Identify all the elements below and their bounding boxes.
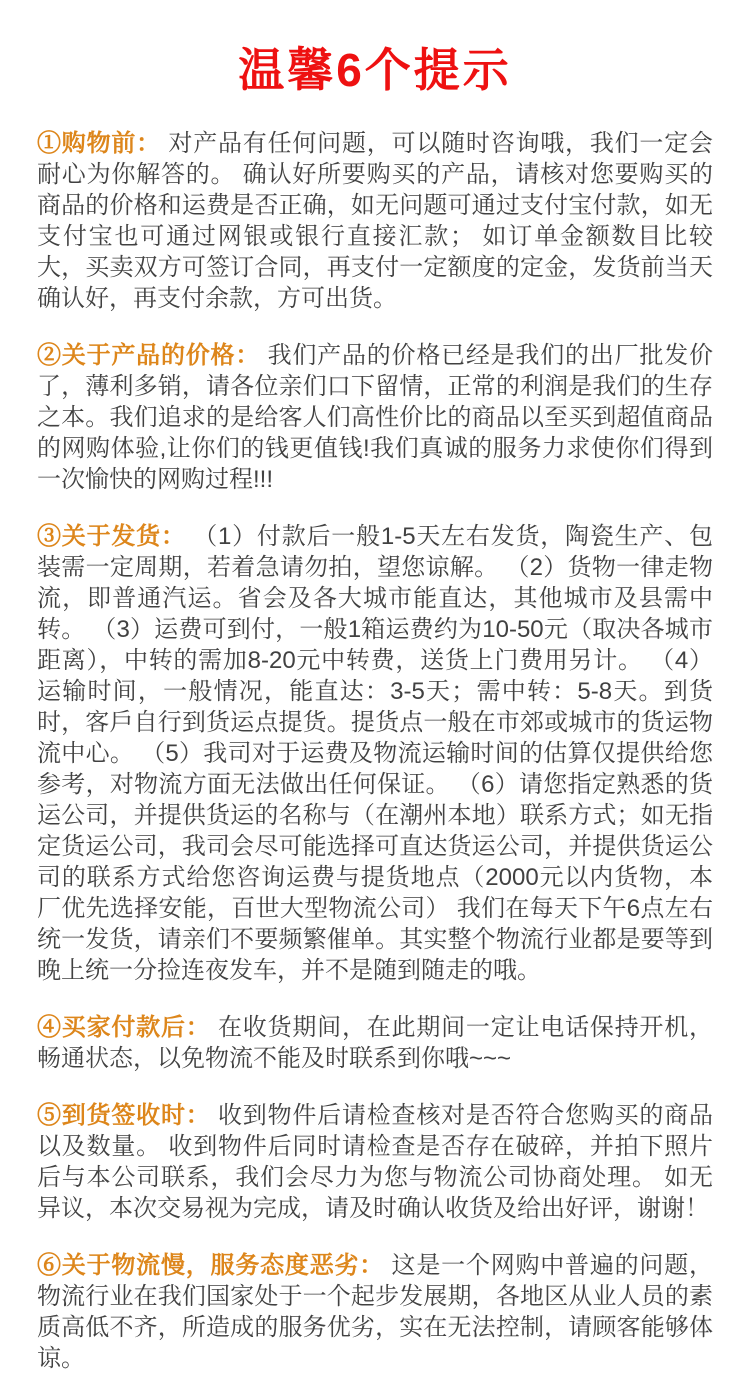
tip-section-5: [37, 1100, 713, 1224]
tip-2-body: 我们产品的价格已经是我们的出厂批发价了，薄利多销，请各位亲们口下留情，正常的利润是我们的生存之本。我们追求的是给客人们高性价比的商品以至买到超值商品的网购体验,让你们的钱更值钱!我们真诚的服务力求使你们得到一次愉快的网购过程!!!: [37, 342, 714, 493]
tip-section-1: [37, 128, 713, 314]
tip-3-body: （1）付款后一般1-5天左右发货，陶瓷生产、包装需一定周期，若着急请勿拍，望您谅解。 （2）货物一律走物流，即普通汽运。省会及各大城市能直达，其他城市及县需中转。 （3）运费可到付，一般1箱运费约为10-50元（取决各城市距离），中转的需加8-20元中转费，送货上门费用另计。 （4）运输时间，一般情况，能直达：3-5天；需中转：5-8天。到货时，客戶自行到货运点提货。提货点一般在市郊或城市的货运物流中心。 （5）我司对于运费及物流运输时间的估算仅提供给您参考，对物流方面无法做出任何保证。 （6）请您指定熟悉的货运公司，并提供货运的名称与（在潮州本地）联系方式；如无指定货运公司，我司会尽可能选择可直达货运公司，并提供货运公司的联系方式给您咨询运费与提货地点（2000元以内货物，本厂优先选择安能，百世大型物流公司） 我们在每天下午6点左右统一发货，请亲们不要频繁催单。其实整个物流行业都是要等到晚上统一分捡连夜发车，并不是随到随走的哦。: [37, 523, 714, 984]
tip-section-6: [37, 1250, 713, 1374]
tip-4-heading: ④买家付款后：: [37, 1014, 211, 1041]
tip-6-heading: ⑥关于物流慢，服务态度恶劣：: [37, 1252, 385, 1279]
tip-1-heading: ①购物前：: [37, 130, 161, 157]
tip-4-body: 在收货期间，在此期间一定让电话保持开机，畅通状态，以免物流不能及时联系到你哦~~~: [37, 1014, 714, 1072]
tip-6-body: 这是一个网购中普遍的问题，物流行业在我们国家处于一个起步发展期，各地区从业人员的素质高低不齐，所造成的服务优劣，实在无法控制，请顾客能够体谅。: [37, 1252, 714, 1372]
tip-section-4: [37, 1012, 713, 1074]
tip-5-heading: ⑤到货签收时：: [37, 1102, 211, 1129]
tip-2-heading: ②关于产品的价格：: [37, 342, 261, 369]
tip-section-3: [37, 521, 713, 986]
tip-section-2: [37, 340, 713, 495]
tip-3-heading: ③关于发货：: [37, 523, 186, 550]
tip-1-body: 对产品有任何问题，可以随时咨询哦，我们一定会耐心为你解答的。 确认好所要购买的产品，请核对您要购买的商品的价格和运费是否正确，如无问题可通过支付宝付款，如无支付宝也可通过网银或银行直接汇款； 如订单金额数目比较大，买卖双方可签订合同，再支付一定额度的定金，发货前当天确认好，再支付余款，方可出货。: [37, 130, 714, 312]
page-title: 温馨6个提示: [238, 44, 512, 96]
tip-5-body: 收到物件后请检查核对是否符合您购买的商品以及数量。 收到物件后同时请检查是否存在破碎，并拍下照片后与本公司联系，我们会尽力为您与物流公司协商处理。 如无异议，本次交易视为完成，请及时确认收货及给出好评，谢谢！: [37, 1102, 714, 1222]
